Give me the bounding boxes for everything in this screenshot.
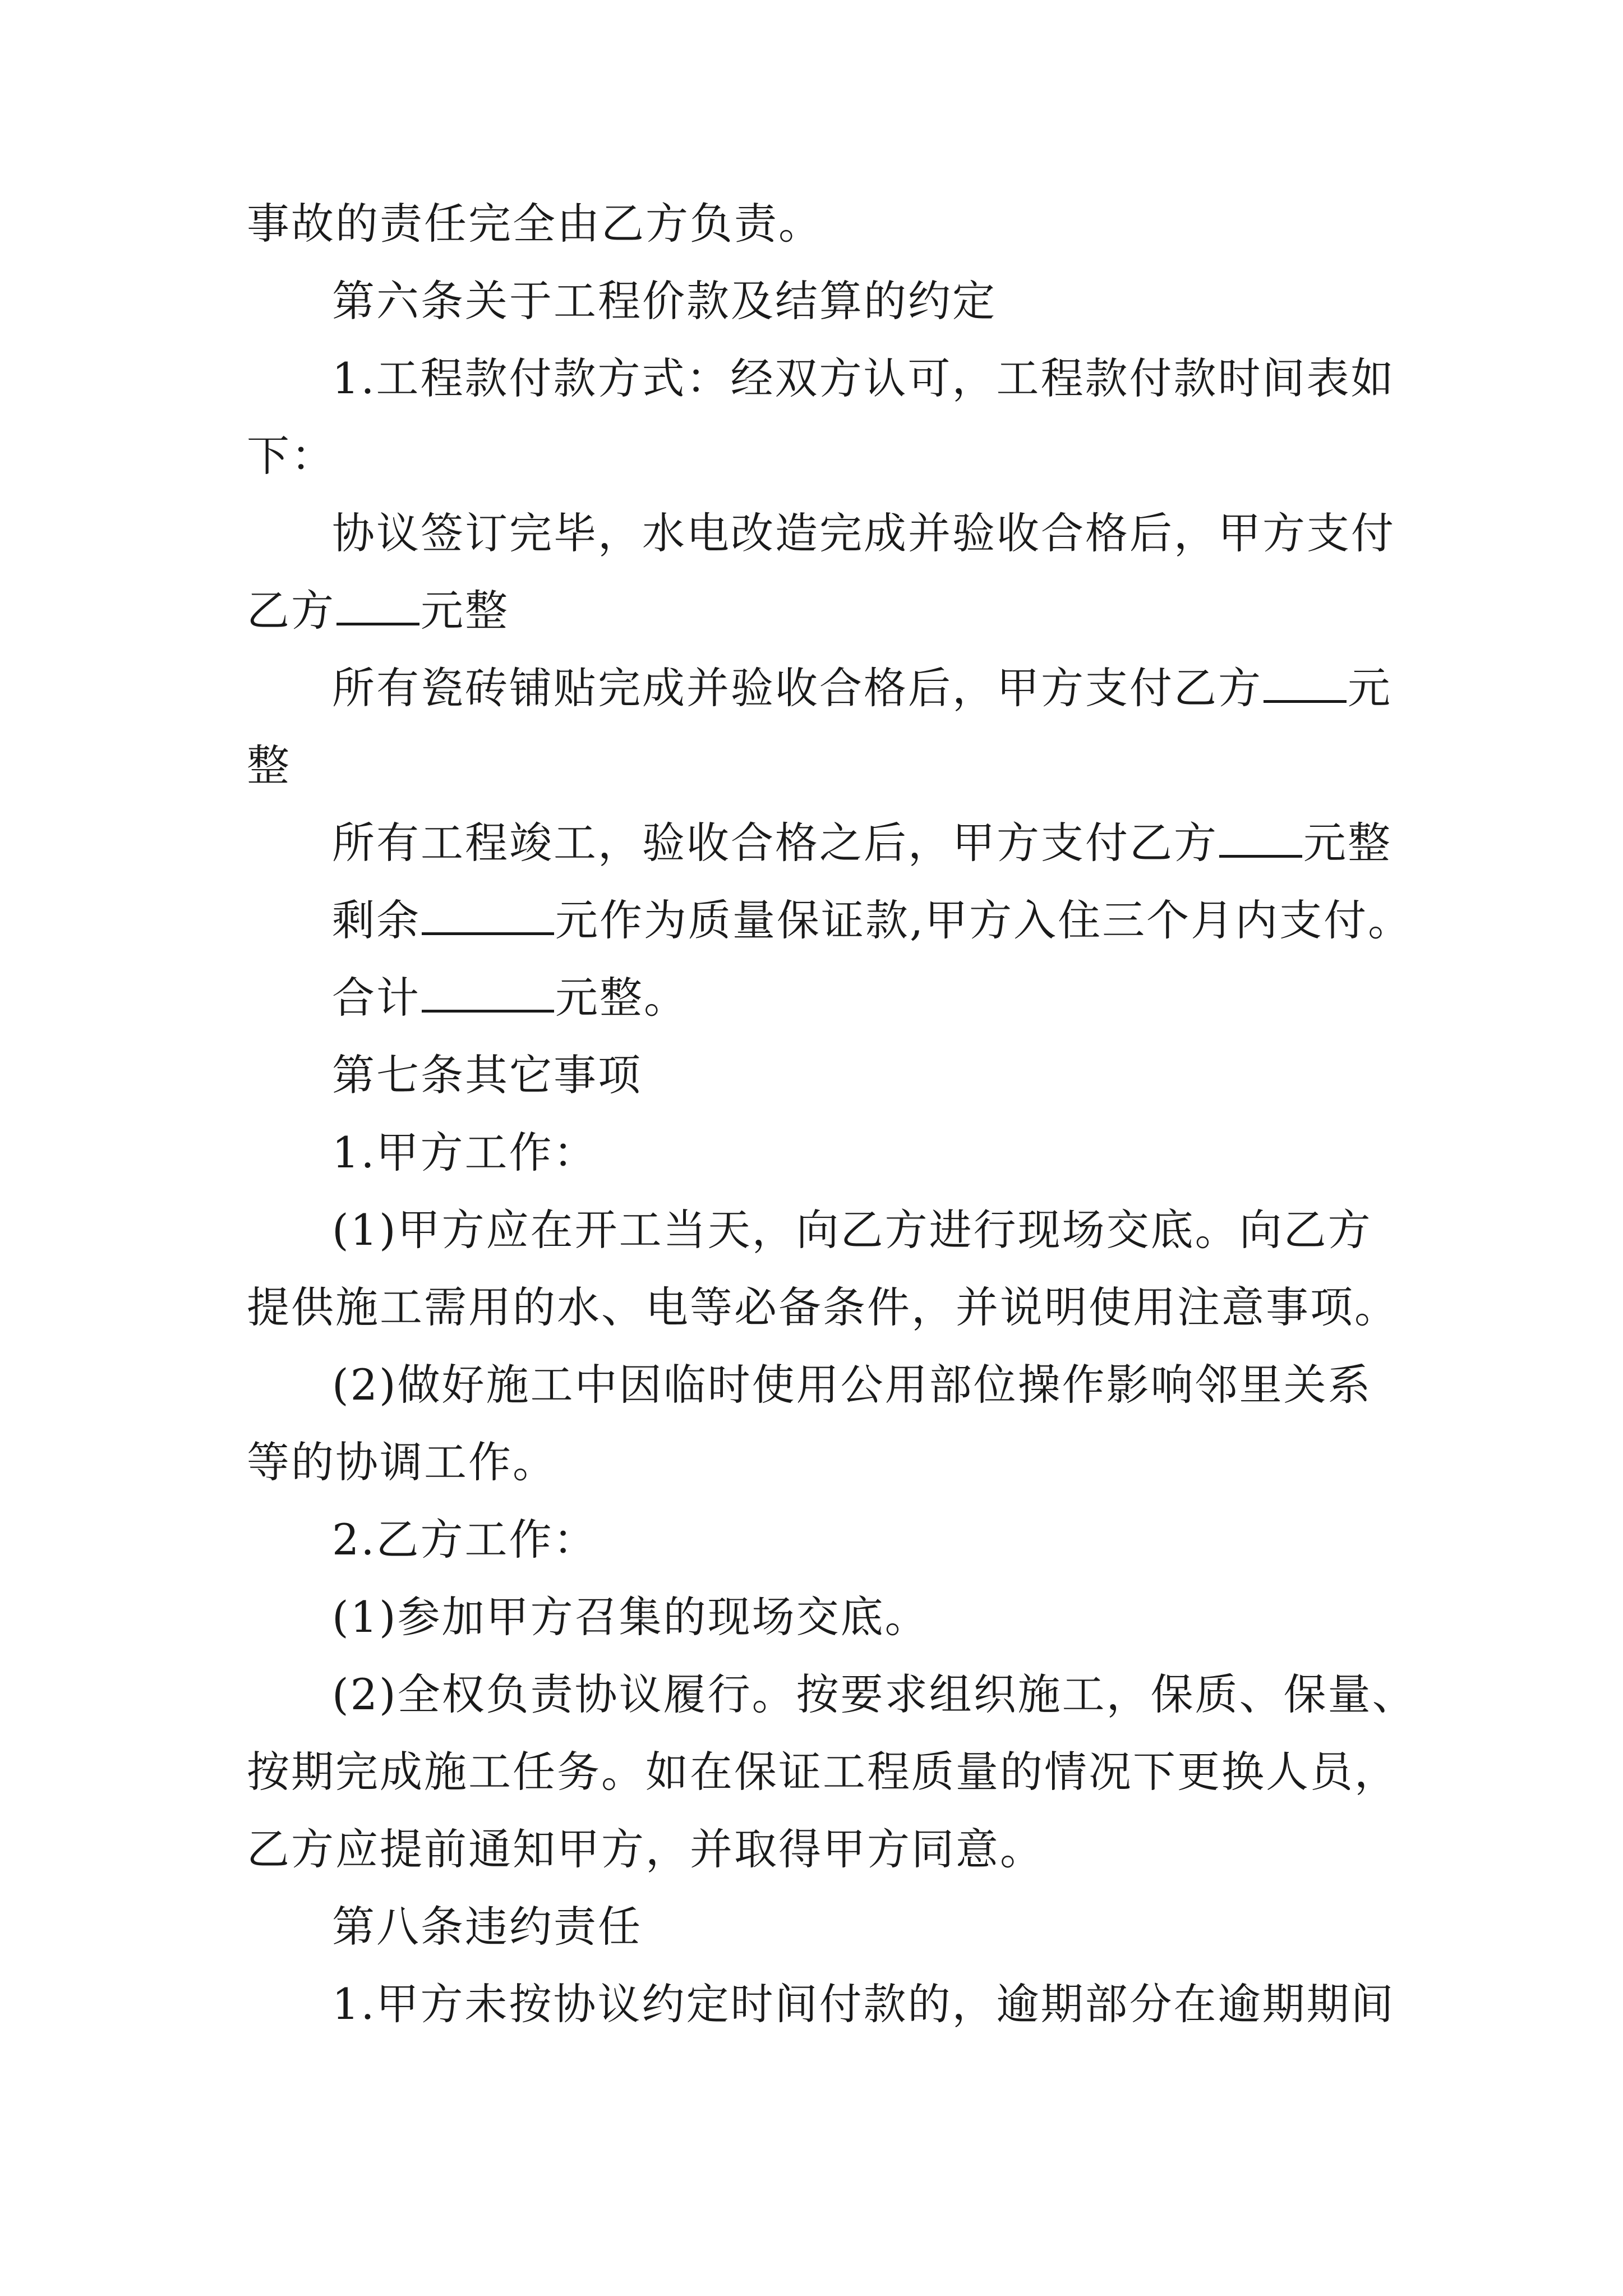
text-line: [247, 1501, 1391, 1579]
line-text: 元作为质量保证款,甲方入住三个月内支付。: [555, 895, 1413, 945]
blank-field: [336, 585, 419, 625]
line-text: 元整: [421, 586, 509, 636]
line-text: 所有工程竣工，验收合格之后，甲方支付乙方: [332, 818, 1218, 868]
blank-field: [422, 972, 554, 1013]
line-text: 合计: [332, 973, 421, 1023]
contract-text: [247, 185, 1417, 2043]
text-line: [247, 727, 1391, 804]
line-text: 第七条其它事项: [332, 1050, 642, 1100]
text-line: [247, 1114, 1391, 1191]
line-text: 等的协调工作。: [247, 1437, 557, 1487]
line-text: 提供施工需用的水、电等必备条件，并说明使用注意事项。: [247, 1282, 1399, 1332]
blank-field: [1264, 662, 1347, 703]
text-line: [247, 1579, 1391, 1656]
section-heading-7: [247, 1037, 1391, 1114]
line-text: 元整。: [555, 973, 688, 1023]
line-text: 剩余: [332, 895, 421, 945]
line-text: 所有瓷砖铺贴完成并验收合格后，甲方支付乙方: [332, 663, 1262, 713]
text-line: [247, 185, 1391, 263]
line-text: 1.甲方工作：: [332, 1128, 598, 1177]
line-text: 元整: [1303, 818, 1392, 868]
line-text: 第八条违约责任: [332, 1902, 642, 1952]
line-text: 按期完成施工任务。如在保证工程质量的情况下更换人员，: [247, 1747, 1399, 1797]
line-text: (1)甲方应在开工当天，向乙方进行现场交底。向乙方: [332, 1205, 1372, 1255]
text-line: [247, 1966, 1395, 2043]
text-line: [247, 804, 1391, 882]
text-line: [247, 495, 1395, 572]
section-heading-8: [247, 1888, 1391, 1966]
text-line: [247, 959, 1391, 1037]
blank-field: [422, 894, 554, 935]
text-line: [247, 1269, 1399, 1346]
line-text: (2)做好施工中因临时使用公用部位操作影响邻里关系: [332, 1360, 1372, 1410]
text-line: [247, 1656, 1417, 1733]
line-text: 事故的责任完全由乙方负责。: [247, 199, 823, 249]
text-line: [247, 1346, 1391, 1424]
blank-field: [1219, 817, 1302, 858]
line-text: 1.工程款付款方式：经双方认可，工程款付款时间表如: [332, 353, 1395, 403]
text-line: [247, 650, 1391, 727]
line-text: (1)参加甲方召集的现场交底。: [332, 1592, 929, 1642]
line-text: 乙方: [247, 586, 335, 636]
text-line: [247, 417, 1391, 495]
text-line: [247, 1424, 1391, 1501]
line-text: 乙方应提前通知甲方，并取得甲方同意。: [247, 1824, 1044, 1874]
text-line: [247, 882, 1413, 959]
line-text: 2.乙方工作：: [332, 1515, 598, 1565]
line-text: 下：: [247, 431, 335, 481]
line-text: 元: [1348, 663, 1392, 713]
text-line: [247, 1811, 1391, 1888]
text-line: [247, 572, 1391, 650]
line-text: 协议签订完毕，水电改造完成并验收合格后，甲方支付: [332, 508, 1395, 558]
line-text: 1.甲方未按协议约定时间付款的，逾期部分在逾期期间: [332, 1979, 1395, 2029]
line-text: 整: [247, 740, 291, 790]
line-text: (2)全权负责协议履行。按要求组织施工，保质、保量、: [332, 1669, 1417, 1719]
text-line: [247, 340, 1395, 417]
line-text: 第六条关于工程价款及结算的约定: [332, 276, 997, 326]
text-line: [247, 1191, 1391, 1269]
section-heading-6: [247, 263, 1391, 340]
text-line: [247, 1733, 1399, 1811]
